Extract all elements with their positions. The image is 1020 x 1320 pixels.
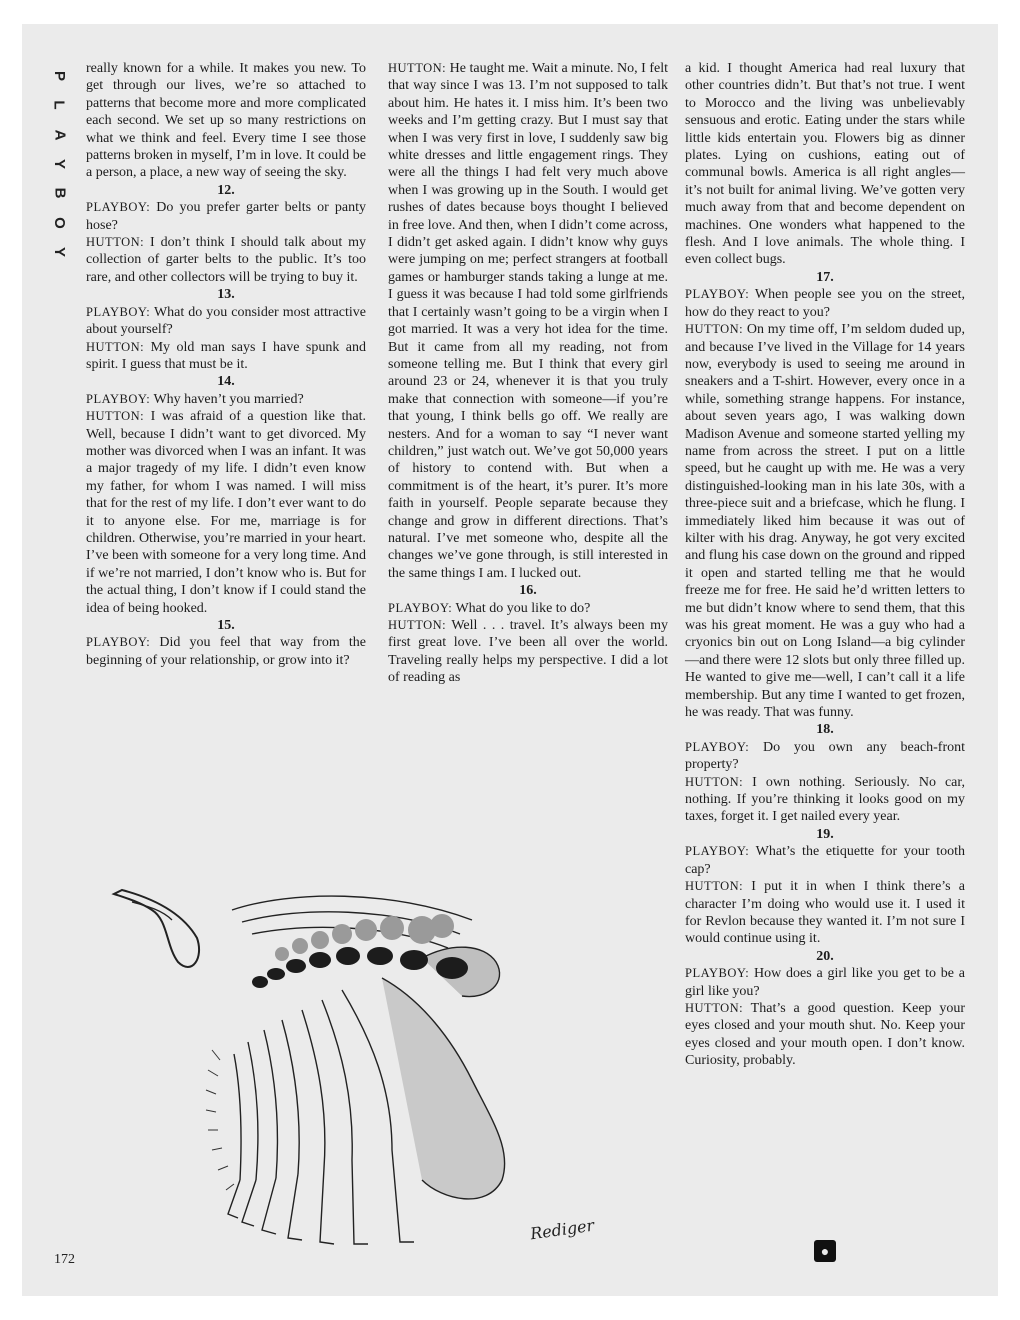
speaker-label: HUTTON: — [86, 235, 145, 250]
masthead-letter: Y — [50, 246, 68, 257]
page-number: 172 — [54, 1252, 75, 1267]
paragraph-text: Do you own any beach-front property? — [685, 739, 965, 773]
interview-paragraph: really known for a while. It makes you new. To get through our lives, we’re so attached to patterns that become more and more complicated each second. We set up so many restrictions on what we think and feel. Every time I see those patterns broken in myself, I’m in love. It could be a person, a place, a new way of seeing the sky. — [86, 61, 366, 181]
paragraph-text: When people see you on the street, how do they react to you? — [685, 287, 965, 320]
interview-paragraph — [86, 234, 366, 286]
interview-paragraph — [685, 1000, 965, 1070]
paragraph-text: How does a girl like you get to be a girl like you? — [685, 966, 965, 999]
masthead-letter: A — [51, 129, 68, 141]
magazine-page — [22, 24, 998, 1296]
paragraph-text: My old man says I have spunk and spirit. I guess that must be it. — [86, 339, 366, 372]
question-number: 19. — [816, 826, 834, 842]
paragraph-text: On my time off, I’m seldom duded up, and because I’ve lived in the Village for 14 years now, everybody is used to seeing me around in sneakers and a T-shirt. However, every once in a while, something strange happens. For instance, about seven years ago, I was walking down Madison Avenue and someone started yelling my name from across the street. I put on a little speed, but he caught up with me. He was a very distinguished-looking man in his late 30s, with a three-piece suit and a briefcase, which he flung. I immediately liked him because it was out of kilter with his drag. Anyway, he got very excited and flung his case down on the ground and ripped it open and started telling me that he would freeze me for free. He said he’d written letters to me but didn’t know where to send them, that this was his great moment. He was a guy who had a cryonics bin out on Long Island—a big cylinder—and there were 12 slots but only three filled up. He wanted to give me—well, I can’t call it a life membership. But any time I wanted to get frozen, he was ready. That was funny. — [685, 322, 965, 721]
paragraph-text: I put it in when I think there’s a character I’m doing who would use it. I used it for Revlon because they wanted it. I’m not sure I would continue using it. — [685, 879, 965, 947]
question-number: 12. — [217, 182, 235, 198]
paragraph-text: That’s a good question. Keep your eyes closed and your mouth shut. No. Keep your eyes closed and your mouth open. I don’t know. Curiosity, probably. — [685, 1000, 965, 1069]
interview-paragraph — [86, 391, 366, 408]
question-number: 13. — [217, 287, 235, 303]
speaker-label: PLAYBOY: — [685, 966, 750, 981]
question-number: 20. — [816, 948, 834, 964]
playboy-masthead — [50, 64, 68, 264]
speaker-label: HUTTON: — [86, 339, 145, 354]
paragraph-text: Did you feel that way from the beginning of your relationship, or grow into it? — [86, 635, 366, 668]
question-number: 15. — [217, 618, 235, 633]
interview-paragraph — [685, 774, 965, 826]
speaker-label: HUTTON: — [388, 61, 447, 75]
interview-paragraph: a kid. I thought America had real luxury that other countries didn’t. But that’s not true. I went to Morocco and the living was unbelievably sensuous and erotic. Eating under the stars while little kids entertain you. Flowers big as dinner plates. Lying on cushions, eating out of communal bowls. America is all right angles—it’s not built for animal living. We’ve gotten very much away from that and become dependent on machines. One wonders what happened to the flesh. And I love animals. The whole thing. I even collect bugs. — [685, 61, 965, 268]
interview-paragraph — [388, 600, 668, 617]
speaker-label: PLAYBOY: — [685, 287, 750, 302]
speaker-label: PLAYBOY: — [86, 391, 151, 406]
speaker-label: PLAYBOY: — [685, 739, 750, 754]
question-number: 18. — [816, 722, 834, 738]
text-column-2 — [388, 60, 668, 687]
interview-paragraph — [685, 965, 965, 1000]
question-number: 14. — [217, 374, 235, 390]
masthead-letter: P — [50, 70, 68, 82]
paragraph-text: Do you prefer garter belts or panty hose? — [86, 200, 366, 233]
interview-paragraph — [685, 286, 965, 321]
interview-paragraph — [86, 408, 366, 617]
paragraph-text: He taught me. Wait a minute. No, I felt that way since I was 13. I’m not supposed to talk about him. He hates it. I miss him. It’s been two weeks and I’m getting crazy. But I must say that when I was very first in love, I suddenly saw big white dresses and little engagement rings. They were all the things I had felt very much above when I was growing up in the South. I would get rushes of dates because boys thought I believed in free love. And then, when I didn’t come across, I didn’t get asked again. I didn’t know why guys were jumping on me; perfect strangers at football games or hamburger stands taking a lunge at me. I guess it was because I had told some girlfriends that I certainly wasn’t going to be a virgin when I got married. It was a very hot idea for the time. But it came from all my reading, not from someone telling me. But I think that every girl around 23 or 24, whenever it is that you truly make that connection with someone—if you’re that young, I think bells go off. We really are nesters. And for a woman to say “I never want children,” just watch out. We’ve got 50,000 years of history to contend with. But when a commitment is of the heart, it’s purer. It’s more faith in yourself. People separate because they change and grow in different directions. That’s natural. I’ve met someone who, despite all the changes we’ve gone through, is still interested in the same things I am. I lucked out. — [388, 61, 668, 581]
chorus-line-illustration — [92, 850, 632, 1270]
paragraph-text: I was afraid of a question like that. Well, because I didn’t want to get divorced. My mother was divorced when I was an infant. It was a major tragedy of my life. I didn’t even know my father, for whom I was named. I will miss that for the rest of my life. I don’t ever want to do it to anyone else. For me, marriage is for children. Otherwise, you’re married in your heart. I’ve been with someone for a very long time. And if we’re not married, I don’t know who is. But for the actual thing, I don’t know if I could stand the idea of being hooked. — [86, 409, 366, 616]
interview-paragraph — [86, 304, 366, 339]
speaker-label: PLAYBOY: — [685, 844, 750, 859]
interview-paragraph — [685, 739, 965, 774]
rabbit-end-mark-icon: ● — [814, 1240, 836, 1262]
speaker-label: PLAYBOY: — [86, 635, 151, 650]
speaker-label: PLAYBOY: — [86, 304, 151, 319]
speaker-label: HUTTON: — [685, 322, 744, 337]
paragraph-text: What do you like to do? — [452, 600, 591, 616]
fringe-lines — [206, 1050, 234, 1190]
dancers-group — [228, 896, 505, 1244]
interview-paragraph — [685, 843, 965, 878]
speaker-label: HUTTON: — [685, 1000, 744, 1015]
speaker-label: HUTTON: — [86, 409, 145, 424]
paragraph-text: Why haven’t you married? — [150, 391, 304, 407]
paragraph-text: Well . . . travel. It’s always been my first great love. I’ve been all over the world. Traveling really helps my perspective. I did a lot of reading as — [388, 618, 668, 686]
speaker-label: PLAYBOY: — [388, 600, 453, 615]
interview-paragraph — [388, 617, 668, 687]
interview-paragraph — [685, 878, 965, 948]
text-column-1 — [86, 60, 366, 669]
speaker-label: HUTTON: — [685, 879, 744, 894]
masthead-letter: O — [50, 216, 68, 229]
masthead-letter: Y — [50, 158, 68, 169]
interview-paragraph — [86, 634, 366, 669]
interview-paragraph — [388, 60, 668, 582]
paragraph-text: What’s the etiquette for your tooth cap? — [685, 844, 965, 877]
question-number: 16. — [519, 583, 537, 599]
text-column-3 — [685, 60, 965, 1070]
question-number: 17. — [816, 269, 834, 285]
artist-signature: Rediger — [528, 1215, 596, 1244]
paragraph-text: What do you consider most attractive about yourself? — [86, 304, 366, 338]
swoosh-shape — [114, 890, 199, 967]
speaker-label: HUTTON: — [685, 774, 744, 789]
feather-plumes — [275, 914, 454, 961]
speaker-label: PLAYBOY: — [86, 200, 151, 215]
masthead-letter: L — [50, 100, 68, 110]
speaker-label: HUTTON: — [388, 618, 447, 632]
interview-paragraph — [86, 339, 366, 374]
paragraph-text: I own nothing. Seriously. No car, nothing. If you’re thinking it looks good on my taxes, forget it. I get nailed every year. — [685, 774, 965, 825]
paragraph-text: I don’t think I should talk about my collection of garter belts to the public. It’s too rare, and other collectors will be trying to buy it. — [86, 235, 366, 285]
masthead-letter: B — [51, 187, 68, 199]
interview-paragraph — [685, 321, 965, 721]
interview-paragraph — [86, 199, 366, 234]
